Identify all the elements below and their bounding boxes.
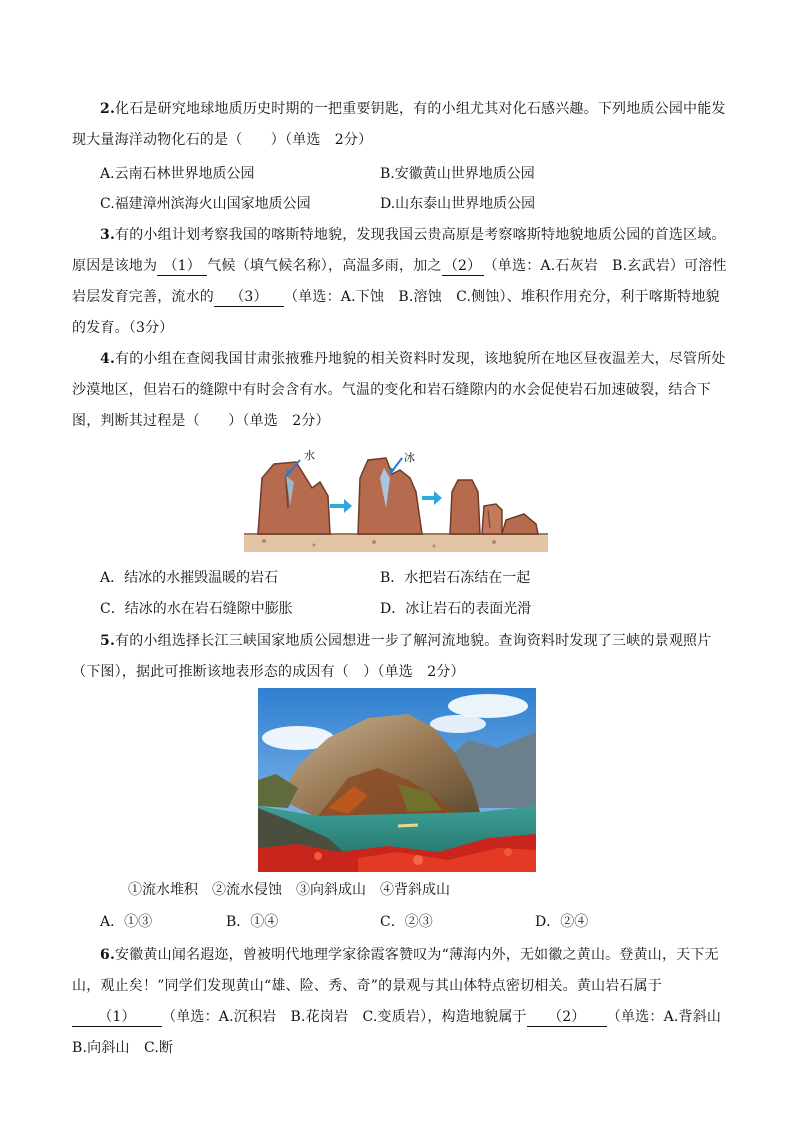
question-6-text-2: （单选：A.沉积岩 B.花岗岩 C.变质岩），构造地貌属于 — [162, 1009, 527, 1025]
question-6-stem — [72, 940, 736, 1064]
question-6-blank-2: （2） — [527, 1008, 607, 1027]
question-4-option-b: B．水把岩石冻结在一起 — [380, 570, 531, 586]
question-4-text: 有的小组在查阅我国甘肃张掖雅丹地貌的相关资料时发现，该地貌所在地区昼夜温差大，尽管所处沙漠地区，但岩石的缝隙中有时会含有水。气温的变化和岩石缝隙内的水会促使岩石加速破裂，结合下图，判断其过程是（ ）（单选 2分） — [72, 351, 726, 429]
question-2-option-b: B.安徽黄山世界地质公园 — [380, 166, 535, 182]
question-5-number: 5. — [100, 633, 116, 649]
question-5-option-d: D．②④ — [535, 914, 589, 930]
rock-stage-3-piece-2 — [482, 504, 502, 534]
question-4-option-a: A．结冰的水摧毁温暖的岩石 — [100, 570, 279, 586]
figure-label-water: 水 — [304, 449, 315, 462]
question-3-blank-2: （2） — [442, 257, 484, 276]
question-2-number: 2. — [100, 101, 116, 117]
question-4-number: 4. — [100, 351, 116, 367]
question-2-text: 化石是研究地球地质历史时期的一把重要钥匙，有的小组尤其对化石感兴趣。下列地质公园中能发现大量海洋动物化石的是（ ）（单选 2分） — [72, 101, 726, 148]
question-3-text-3: （单选：A.石灰岩 B.玄武岩）可溶性岩层发育完善，流水的 — [72, 258, 727, 305]
question-4-option-c: C．结冰的水在岩石缝隙中膨胀 — [100, 601, 293, 617]
question-5-option-b: B．①④ — [226, 914, 279, 930]
question-5-choices: ①流水堆积 ②流水侵蚀 ③向斜成山 ④背斜成山 — [128, 882, 450, 898]
question-2-stem — [72, 94, 732, 156]
question-5-stem — [72, 626, 732, 688]
question-4-stem — [72, 344, 732, 437]
three-gorges-photo — [258, 688, 536, 872]
question-4-option-d: D．冰让岩石的表面光滑 — [380, 601, 532, 617]
figure-label-ice: 冰 — [404, 451, 415, 464]
question-5-option-a: A．①③ — [100, 914, 153, 930]
question-6-text-1: 安徽黄山闻名遐迩，曾被明代地理学家徐霞客赞叹为“薄海内外，无如徽之黄山。登黄山，天下无山，观止矣！”同学们发现黄山“雄、险、秀、奇”的景观与其山体特点密切相关。黄山岩石属于 — [72, 947, 719, 994]
question-3-text-2: 气候（填气候名称），高温多雨，加之 — [207, 258, 442, 274]
question-3-stem — [72, 220, 732, 344]
question-5-option-c: C．②③ — [380, 914, 433, 930]
question-3-blank-1: （1） — [157, 257, 207, 276]
question-6-text-3: （单选：A.背斜山 B.向斜山 C.断 — [72, 1009, 736, 1056]
question-2-option-a: A.云南石林世界地质公园 — [100, 166, 255, 182]
question-6-blank-1: （1） — [72, 1008, 162, 1027]
question-5-text: 有的小组选择长江三峡国家地质公园想进一步了解河流地貌。查询资料时发现了三峡的景观照片（下图），据此可推断该地表形态的成因有（ ）（单选 2分） — [72, 633, 712, 680]
boat — [398, 825, 418, 826]
rock-weathering-figure — [244, 448, 548, 552]
question-3-blank-3: （3） — [214, 288, 284, 307]
question-3-text-4: （单选：A.下蚀 B.溶蚀 C.侧蚀）、堆积作用充分，利于喀斯特地貌的发育。（3分） — [72, 289, 720, 336]
question-2-option-d: D.山东泰山世界地质公园 — [380, 196, 536, 212]
rock-stage-3-piece-1 — [450, 480, 480, 534]
question-6-number: 6. — [100, 947, 116, 963]
question-3-number: 3. — [100, 227, 116, 243]
question-3-text-1: 有的小组计划考察我国的喀斯特地貌，发现我国云贵高原是考察喀斯特地貌地质公园的首选区域。原因是该地为 — [72, 227, 726, 274]
ground — [244, 534, 548, 552]
question-2-option-c: C.福建漳州滨海火山国家地质公园 — [100, 196, 311, 212]
